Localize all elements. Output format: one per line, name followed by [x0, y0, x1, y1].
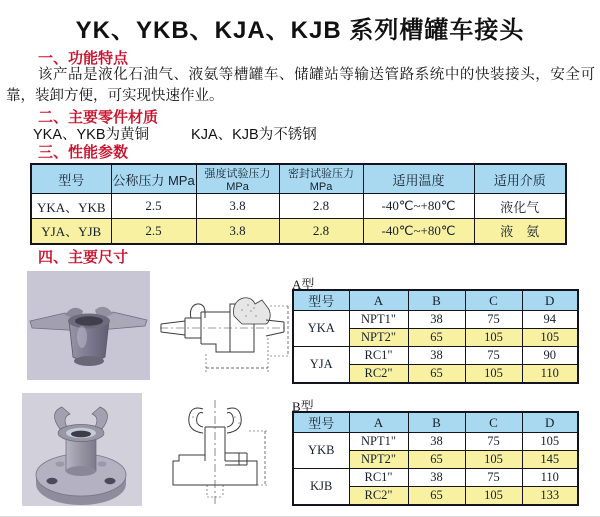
col-header-seal-test: 密封试验压力MPa: [279, 164, 363, 194]
cell-thread: RC2": [349, 365, 408, 383]
section-heading-performance: 三、性能参数: [38, 144, 129, 161]
col-header-b: B: [408, 290, 465, 311]
cell-seal: 2.8: [279, 194, 363, 219]
cell-model: YKB: [293, 433, 349, 469]
dim-a-header-row: [293, 290, 578, 311]
cell-nominal: 2.5: [111, 194, 196, 219]
cell-d: 133: [522, 487, 578, 505]
cell-medium: 液 氨: [474, 219, 566, 244]
page-title: YK、YKB、KJA、KJB 系列槽罐车接头: [75, 17, 525, 44]
cell-b: 38: [408, 347, 465, 365]
table-row: [31, 219, 566, 244]
cell-model: YJA: [293, 347, 349, 383]
col-header-c: C: [465, 290, 522, 311]
cell-model: YJA、YJB: [31, 219, 111, 244]
cell-b: 65: [408, 451, 465, 469]
section-heading-features: 一、功能特点: [38, 50, 129, 67]
cell-nominal: 2.5: [111, 219, 196, 244]
cell-thread: NPT2": [349, 329, 408, 347]
performance-table-header-row: [31, 164, 566, 194]
col-header-c: C: [465, 412, 522, 433]
cell-strength: 3.8: [196, 219, 279, 244]
cell-b: 38: [408, 433, 465, 451]
col-header-a: A: [349, 290, 408, 311]
cell-b: 65: [408, 365, 465, 383]
col-header-d: D: [522, 290, 578, 311]
cell-thread: NPT1": [349, 433, 408, 451]
materials-brass: YKA、YKB为黄铜: [33, 127, 150, 143]
dim-b-header-row: [293, 412, 578, 433]
cell-strength: 3.8: [196, 194, 279, 219]
cell-c: 75: [465, 469, 522, 487]
cell-model: YKA、YKB: [31, 194, 111, 219]
cell-b: 65: [408, 487, 465, 505]
col-header-temperature: 适用温度: [363, 164, 474, 194]
cell-thread: RC2": [349, 487, 408, 505]
table-row: [293, 469, 578, 487]
cell-model: KJB: [293, 469, 349, 505]
col-header-model: 型号: [31, 164, 111, 194]
cell-medium: 液化气: [474, 194, 566, 219]
cell-seal: 2.8: [279, 219, 363, 244]
camlock-coupling-image: [27, 271, 150, 380]
col-header-medium: 适用介质: [474, 164, 566, 194]
cell-d: 105: [522, 433, 578, 451]
cell-thread: NPT1": [349, 311, 408, 329]
features-paragraph: 该产品是液化石油气、液氨等槽罐车、储罐站等输送管路系统中的快装接头，安全可靠，装卸方便，可实现快速作业。: [6, 67, 595, 104]
cell-thread: NPT2": [349, 451, 408, 469]
flanged-coupling-image: [22, 393, 142, 506]
section-heading-materials: 二、主要零件材质: [38, 109, 159, 126]
cell-b: 38: [408, 469, 465, 487]
performance-table: [30, 163, 567, 245]
cell-c: 105: [465, 329, 522, 347]
cell-c: 105: [465, 487, 522, 505]
cell-temperature: -40℃~+80℃: [363, 219, 474, 244]
table-row: [293, 433, 578, 451]
dim-table-b-label: B型: [292, 399, 314, 414]
dimension-table-b: [292, 411, 579, 506]
col-header-a: A: [349, 412, 408, 433]
cell-c: 75: [465, 433, 522, 451]
cell-temperature: -40℃~+80℃: [363, 194, 474, 219]
section-heading-dimensions: 四、主要尺寸: [38, 249, 129, 266]
cell-d: 145: [522, 451, 578, 469]
cell-d: 90: [522, 347, 578, 365]
cell-c: 105: [465, 451, 522, 469]
coupling-drawing-b: [153, 397, 290, 507]
col-header-nominal-pressure: 公称压力 MPa: [111, 164, 196, 194]
cell-thread: RC1": [349, 469, 408, 487]
coupling-photo-b: [22, 393, 142, 506]
cell-c: 75: [465, 311, 522, 329]
cell-b: 65: [408, 329, 465, 347]
cell-c: 105: [465, 365, 522, 383]
col-header-strength-test: 强度试验压力MPa: [196, 164, 279, 194]
materials-steel: KJA、KJB为不锈钢: [191, 127, 317, 143]
cell-model: YKA: [293, 311, 349, 347]
col-header-model: 型号: [293, 412, 349, 433]
col-header-b: B: [408, 412, 465, 433]
col-header-d: D: [522, 412, 578, 433]
cell-d: 94: [522, 311, 578, 329]
dimension-table-a: [292, 289, 579, 384]
cell-d: 110: [522, 469, 578, 487]
table-row: [31, 194, 566, 219]
dim-table-a-label: A型: [292, 277, 315, 292]
cell-d: 105: [522, 329, 578, 347]
coupling-drawing-a: [158, 278, 290, 378]
cell-thread: RC1": [349, 347, 408, 365]
table-row: [293, 347, 578, 365]
coupling-photo-a: [27, 271, 150, 380]
cell-d: 110: [522, 365, 578, 383]
table-row: [293, 311, 578, 329]
col-header-model: 型号: [293, 290, 349, 311]
cell-c: 75: [465, 347, 522, 365]
cell-b: 38: [408, 311, 465, 329]
